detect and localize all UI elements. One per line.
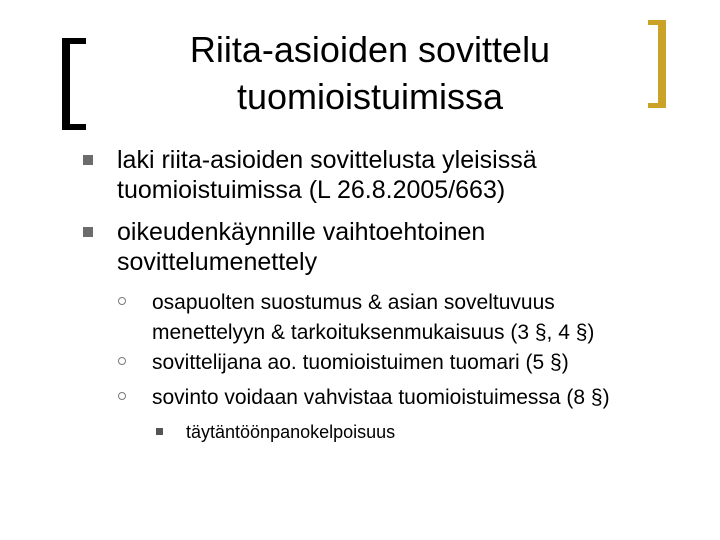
slide-title-line-1: Riita-asioiden sovittelu xyxy=(189,29,551,70)
bullet-text-line: sovittelumenettely xyxy=(117,248,318,276)
slide-title-line-2: tuomioistuimissa xyxy=(236,76,504,117)
sub-bullet-text-line: sovittelijana ao. tuomioistuimen tuomari (5 §) xyxy=(152,351,569,374)
square-bullet-icon xyxy=(83,227,93,237)
sub-bullet-item xyxy=(152,348,692,378)
title-bracket-right-bottom xyxy=(648,103,666,108)
title-bracket-left-top xyxy=(62,38,86,44)
sub-bullet-text-line: osapuolten suostumus & asian soveltuvuus xyxy=(152,291,555,314)
sub-bullet-item xyxy=(152,383,692,413)
bullet-text-line: laki riita-asioiden sovittelusta yleisissä xyxy=(117,146,537,174)
sub-sub-bullet-text: täytäntöönpanokelpoisuus xyxy=(186,422,396,442)
circle-bullet-icon xyxy=(118,357,126,365)
title-bracket-right-top xyxy=(648,20,666,25)
square-bullet-icon xyxy=(83,155,93,165)
bullet-item xyxy=(117,145,677,205)
bullet-text-line: tuomioistuimissa (L 26.8.2005/663) xyxy=(117,176,506,204)
circle-bullet-icon xyxy=(118,297,126,305)
title-bracket-left-bottom xyxy=(62,124,86,130)
sub-bullet-text-line: menettelyyn & tarkoituksenmukaisuus (3 §, 4 §) xyxy=(152,321,595,344)
slide-title xyxy=(100,26,640,120)
title-bracket-left xyxy=(62,38,70,130)
bullet-item xyxy=(117,217,677,277)
sub-sub-bullet-item xyxy=(186,420,666,444)
sub-bullet-item xyxy=(152,288,692,348)
square-bullet-icon xyxy=(156,428,163,435)
sub-bullet-text-line: sovinto voidaan vahvistaa tuomioistuimessa (8 §) xyxy=(152,386,610,409)
circle-bullet-icon xyxy=(118,392,126,400)
title-bracket-right xyxy=(658,20,666,108)
bullet-text-line: oikeudenkäynnille vaihtoehtoinen xyxy=(117,218,486,246)
